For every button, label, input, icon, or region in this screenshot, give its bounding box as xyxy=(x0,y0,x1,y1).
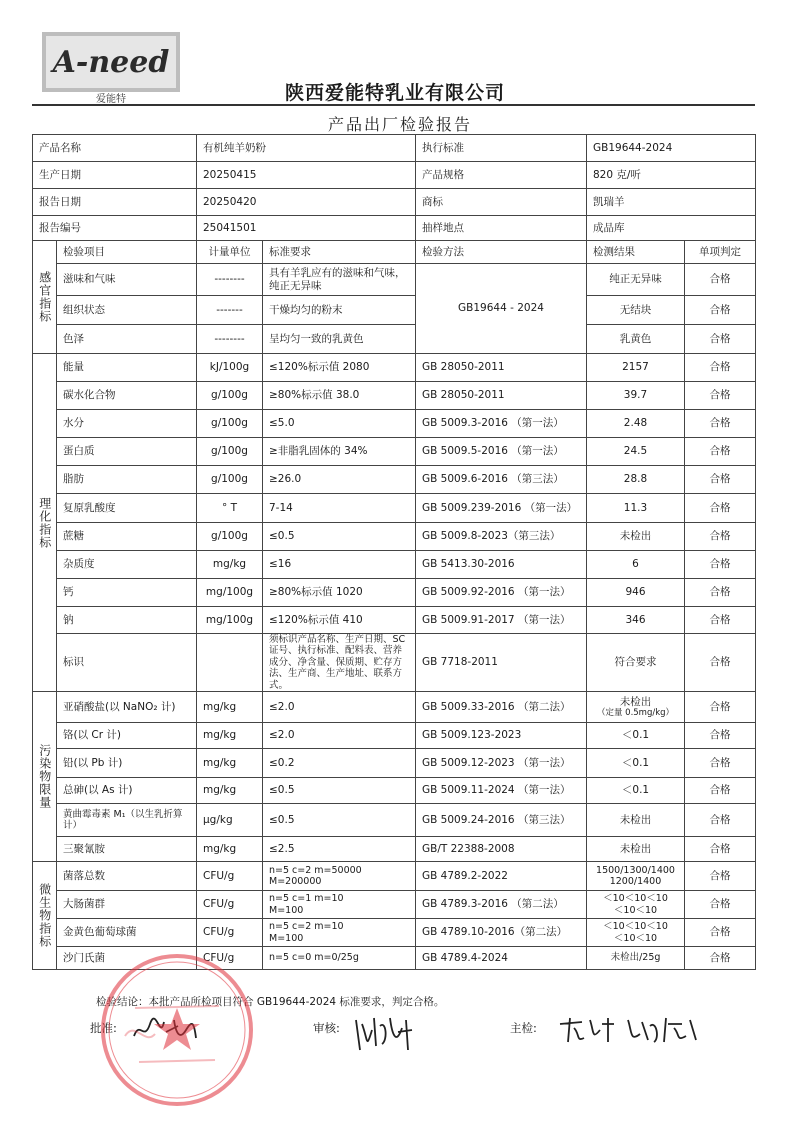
item-result: 乳黄色 xyxy=(587,325,685,354)
item-unit: mg/kg xyxy=(197,837,263,862)
item-result: 11.3 xyxy=(587,494,685,523)
table-row xyxy=(33,523,756,551)
item-result: 346 xyxy=(587,607,685,634)
item-name: 标识 xyxy=(57,634,197,692)
item-name: 复原乳酸度 xyxy=(57,494,197,523)
header-requirement: 标准要求 xyxy=(263,241,416,264)
table-row xyxy=(33,804,756,837)
item-result: 39.7 xyxy=(587,382,685,410)
item-method: GB/T 22388-2008 xyxy=(416,837,587,862)
item-method: GB 4789.3-2016 （第二法） xyxy=(416,891,587,919)
item-verdict: 合格 xyxy=(685,778,756,804)
table-row xyxy=(33,723,756,749)
item-method: GB 4789.2-2022 xyxy=(416,862,587,891)
item-verdict: 合格 xyxy=(685,551,756,579)
header-divider xyxy=(32,104,755,106)
item-unit: mg/100g xyxy=(197,607,263,634)
item-verdict: 合格 xyxy=(685,723,756,749)
item-result: 符合要求 xyxy=(587,634,685,692)
item-result: 24.5 xyxy=(587,438,685,466)
item-unit: mg/kg xyxy=(197,778,263,804)
item-requirement: ≤0.2 xyxy=(263,749,416,778)
item-requirement: 7-14 xyxy=(263,494,416,523)
company-logo xyxy=(40,28,182,104)
item-verdict: 合格 xyxy=(685,382,756,410)
item-method: GB 5413.30-2016 xyxy=(416,551,587,579)
item-verdict: 合格 xyxy=(685,410,756,438)
item-result xyxy=(587,692,685,723)
item-unit: g/100g xyxy=(197,410,263,438)
reviewer-signature xyxy=(352,1010,416,1056)
item-unit xyxy=(197,634,263,692)
result-line: ＜10＜10＜10 xyxy=(603,893,668,905)
item-name: 脂肪 xyxy=(57,466,197,494)
item-name: 水分 xyxy=(57,410,197,438)
item-unit: CFU/g xyxy=(197,862,263,891)
item-requirement: ≤120%标示值 410 xyxy=(263,607,416,634)
item-name: 色泽 xyxy=(57,325,197,354)
item-method: GB 4789.4-2024 xyxy=(416,947,587,970)
item-method: GB 5009.239-2016 （第一法） xyxy=(416,494,587,523)
item-requirement: 须标识产品名称、生产日期、SC 证号、执行标准、配料表、营养成分、净含量、保质期、贮存方法、生产商、生产地址、联系方式。 xyxy=(263,634,416,692)
info-value: 20250415 xyxy=(197,162,416,189)
item-requirement: 干燥均匀的粉末 xyxy=(263,296,416,325)
header-verdict: 单项判定 xyxy=(685,241,756,264)
item-name: 沙门氏菌 xyxy=(57,947,197,970)
result-line: 未检出/25g xyxy=(610,952,661,964)
item-result: ＜0.1 xyxy=(587,749,685,778)
company-stamp xyxy=(95,950,260,1110)
item-unit: CFU/g xyxy=(197,947,263,970)
table-row xyxy=(33,438,756,466)
table-row xyxy=(33,919,756,947)
item-unit: g/100g xyxy=(197,466,263,494)
item-method: GB 5009.3-2016 （第一法） xyxy=(416,410,587,438)
info-value: GB19644-2024 xyxy=(587,135,756,162)
info-label: 产品规格 xyxy=(416,162,587,189)
result-line: ＜10＜10＜10 xyxy=(603,921,668,933)
table-row xyxy=(33,466,756,494)
item-result: 无结块 xyxy=(587,296,685,325)
item-verdict: 合格 xyxy=(685,692,756,723)
logo-subtext: 爱能特 xyxy=(96,94,126,104)
item-result: 6 xyxy=(587,551,685,579)
item-unit: mg/kg xyxy=(197,551,263,579)
category-label: 污染物限量 xyxy=(37,744,52,809)
item-method: GB 28050-2011 xyxy=(416,354,587,382)
item-name: 黄曲霉毒素 M₁（以生乳折算计） xyxy=(57,804,197,837)
item-requirement: 呈均匀一致的乳黄色 xyxy=(263,325,416,354)
table-row xyxy=(33,296,756,325)
info-label: 抽样地点 xyxy=(416,216,587,241)
item-requirement xyxy=(263,947,416,970)
item-unit: -------- xyxy=(197,325,263,354)
item-verdict: 合格 xyxy=(685,325,756,354)
table-row xyxy=(33,778,756,804)
item-requirement: ≥26.0 xyxy=(263,466,416,494)
item-name: 铅(以 Pb 计) xyxy=(57,749,197,778)
table-row xyxy=(33,494,756,523)
result-value: 未检出 xyxy=(619,695,652,708)
item-result: 2157 xyxy=(587,354,685,382)
item-unit: g/100g xyxy=(197,523,263,551)
item-requirement: ≤16 xyxy=(263,551,416,579)
item-verdict: 合格 xyxy=(685,862,756,891)
report-title: 产品出厂检验报告 xyxy=(327,115,472,134)
item-verdict: 合格 xyxy=(685,579,756,607)
approve-label: 批准: xyxy=(90,1021,117,1035)
item-unit: g/100g xyxy=(197,382,263,410)
item-result: ＜0.1 xyxy=(587,723,685,749)
item-unit: ° T xyxy=(197,494,263,523)
item-method: GB 5009.6-2016 （第三法） xyxy=(416,466,587,494)
logo-text: A-need xyxy=(52,45,170,80)
item-result: 28.8 xyxy=(587,466,685,494)
item-requirement: ≤5.0 xyxy=(263,410,416,438)
item-name: 蔗糖 xyxy=(57,523,197,551)
item-requirement: ≤120%标示值 2080 xyxy=(263,354,416,382)
table-row xyxy=(33,749,756,778)
item-result: 未检出 xyxy=(587,837,685,862)
item-result: 未检出 xyxy=(587,523,685,551)
table-row xyxy=(33,382,756,410)
table-row xyxy=(33,551,756,579)
item-result: 2.48 xyxy=(587,410,685,438)
item-name: 总砷(以 As 计) xyxy=(57,778,197,804)
item-name: 杂质度 xyxy=(57,551,197,579)
requirement-line: M=100 xyxy=(269,932,304,944)
item-name: 金黄色葡萄球菌 xyxy=(57,919,197,947)
item-method: GB 4789.10-2016（第二法） xyxy=(416,919,587,947)
item-verdict: 合格 xyxy=(685,804,756,837)
info-value: 凯瑞羊 xyxy=(587,189,756,216)
item-method: GB19644 - 2024 xyxy=(416,264,587,354)
item-unit: g/100g xyxy=(197,438,263,466)
item-requirement: ≥80%标示值 1020 xyxy=(263,579,416,607)
result-line: ＜10＜10 xyxy=(613,932,658,944)
item-name: 组织状态 xyxy=(57,296,197,325)
item-name: 钠 xyxy=(57,607,197,634)
category-label: 微生物指标 xyxy=(37,883,52,948)
item-verdict: 合格 xyxy=(685,494,756,523)
item-requirement: ≤0.5 xyxy=(263,804,416,837)
item-method: GB 5009.33-2016 （第二法） xyxy=(416,692,587,723)
header-result: 检测结果 xyxy=(587,241,685,264)
item-requirement xyxy=(263,919,416,947)
info-row xyxy=(33,189,756,216)
info-label: 报告编号 xyxy=(33,216,197,241)
item-unit: mg/kg xyxy=(197,749,263,778)
item-name: 大肠菌群 xyxy=(57,891,197,919)
item-requirement: ≥80%标示值 38.0 xyxy=(263,382,416,410)
info-value: 有机纯羊奶粉 xyxy=(197,135,416,162)
item-unit: CFU/g xyxy=(197,919,263,947)
item-method: GB 7718-2011 xyxy=(416,634,587,692)
item-verdict: 合格 xyxy=(685,466,756,494)
table-row xyxy=(33,891,756,919)
requirement-line: M=100 xyxy=(269,904,304,916)
item-requirement: ≤2.0 xyxy=(263,692,416,723)
table-row xyxy=(33,264,756,296)
item-result xyxy=(587,919,685,947)
item-method: GB 5009.11-2024 （第一法） xyxy=(416,778,587,804)
info-label: 产品名称 xyxy=(33,135,197,162)
item-verdict: 合格 xyxy=(685,607,756,634)
item-unit: mg/100g xyxy=(197,579,263,607)
item-unit: mg/kg xyxy=(197,723,263,749)
item-name: 亚硝酸盐(以 NaNO₂ 计) xyxy=(57,692,197,723)
requirement-line: M=200000 xyxy=(269,876,322,887)
table-row xyxy=(33,354,756,382)
category-micro xyxy=(33,862,57,970)
item-verdict: 合格 xyxy=(685,523,756,551)
category-sensory xyxy=(33,241,57,354)
inspect-label: 主检: xyxy=(510,1021,537,1035)
category-label: 理化指标 xyxy=(37,496,52,549)
category-physchem xyxy=(33,354,57,692)
item-name: 铬(以 Cr 计) xyxy=(57,723,197,749)
item-unit: kJ/100g xyxy=(197,354,263,382)
conclusion: 检验结论：本批产品所检项目符合 GB19644-2024 标准要求，判定合格。 xyxy=(96,996,445,1008)
item-verdict: 合格 xyxy=(685,264,756,296)
item-result: 946 xyxy=(587,579,685,607)
item-unit: ------- xyxy=(197,296,263,325)
inspection-table xyxy=(32,134,756,970)
table-row xyxy=(33,579,756,607)
requirement-line: n=5 c=2 m=50000 xyxy=(269,864,362,876)
item-verdict: 合格 xyxy=(685,919,756,947)
item-name: 滋味和气味 xyxy=(57,264,197,296)
info-value: 成品库 xyxy=(587,216,756,241)
info-row xyxy=(33,135,756,162)
review-label: 审核: xyxy=(313,1021,340,1035)
item-result: ＜0.1 xyxy=(587,778,685,804)
item-unit: CFU/g xyxy=(197,891,263,919)
item-method: GB 5009.91-2017 （第一法） xyxy=(416,607,587,634)
result-line: 1500/1300/1400 xyxy=(596,864,675,876)
item-verdict: 合格 xyxy=(685,837,756,862)
header-item: 检验项目 xyxy=(57,241,197,264)
table-row xyxy=(33,837,756,862)
info-label: 报告日期 xyxy=(33,189,197,216)
info-value: 820 克/听 xyxy=(587,162,756,189)
result-note: （定量 0.5mg/kg） xyxy=(596,708,675,719)
item-name: 能量 xyxy=(57,354,197,382)
item-unit: mg/kg xyxy=(197,692,263,723)
category-contaminant xyxy=(33,692,57,862)
item-result xyxy=(587,891,685,919)
item-requirement xyxy=(263,862,416,891)
requirement-line: n=5 c=1 m=10 xyxy=(269,893,344,905)
item-verdict: 合格 xyxy=(685,947,756,970)
result-line: ＜10＜10 xyxy=(613,904,658,916)
info-value: 20250420 xyxy=(197,189,416,216)
item-verdict: 合格 xyxy=(685,891,756,919)
item-unit: -------- xyxy=(197,264,263,296)
item-requirement: ≤0.5 xyxy=(263,523,416,551)
table-row xyxy=(33,410,756,438)
item-name: 碳水化合物 xyxy=(57,382,197,410)
info-value: 25041501 xyxy=(197,216,416,241)
item-verdict: 合格 xyxy=(685,354,756,382)
item-method: GB 5009.12-2023 （第一法） xyxy=(416,749,587,778)
item-result xyxy=(587,862,685,891)
item-unit: μg/kg xyxy=(197,804,263,837)
info-row xyxy=(33,216,756,241)
table-row xyxy=(33,692,756,723)
table-row xyxy=(33,325,756,354)
table-row xyxy=(33,634,756,692)
info-label: 商标 xyxy=(416,189,587,216)
table-row xyxy=(33,607,756,634)
item-method: GB 28050-2011 xyxy=(416,382,587,410)
requirement-line: n=5 c=2 m=10 xyxy=(269,921,344,933)
item-requirement: ≤2.5 xyxy=(263,837,416,862)
item-method: GB 5009.123-2023 xyxy=(416,723,587,749)
item-method: GB 5009.8-2023（第三法） xyxy=(416,523,587,551)
item-method: GB 5009.92-2016 （第一法） xyxy=(416,579,587,607)
item-name: 钙 xyxy=(57,579,197,607)
result-line: 1200/1400 xyxy=(609,876,662,887)
header-unit: 计量单位 xyxy=(197,241,263,264)
item-requirement xyxy=(263,891,416,919)
company-name: 陕西爱能特乳业有限公司 xyxy=(284,82,505,104)
header-method: 检验方法 xyxy=(416,241,587,264)
item-requirement: ≥非脂乳固体的 34% xyxy=(263,438,416,466)
info-label: 执行标准 xyxy=(416,135,587,162)
inspector-signature xyxy=(556,1012,706,1046)
item-verdict: 合格 xyxy=(685,634,756,692)
item-result xyxy=(587,947,685,970)
item-requirement: ≤0.5 xyxy=(263,778,416,804)
item-method: GB 5009.24-2016 （第三法） xyxy=(416,804,587,837)
item-method: GB 5009.5-2016 （第一法） xyxy=(416,438,587,466)
table-row xyxy=(33,862,756,891)
item-result: 纯正无异味 xyxy=(587,264,685,296)
requirement-line: n=5 c=0 m=0/25g xyxy=(269,952,359,964)
item-result: 未检出 xyxy=(587,804,685,837)
item-name: 蛋白质 xyxy=(57,438,197,466)
item-verdict: 合格 xyxy=(685,438,756,466)
item-requirement: 具有羊乳应有的滋味和气味，纯正无异味 xyxy=(263,264,416,296)
item-requirement: ≤2.0 xyxy=(263,723,416,749)
info-row xyxy=(33,162,756,189)
column-header-row xyxy=(33,241,756,264)
item-name: 三聚氰胺 xyxy=(57,837,197,862)
category-label: 感官指标 xyxy=(37,271,52,323)
item-name: 菌落总数 xyxy=(57,862,197,891)
item-verdict: 合格 xyxy=(685,749,756,778)
info-label: 生产日期 xyxy=(33,162,197,189)
item-verdict: 合格 xyxy=(685,296,756,325)
